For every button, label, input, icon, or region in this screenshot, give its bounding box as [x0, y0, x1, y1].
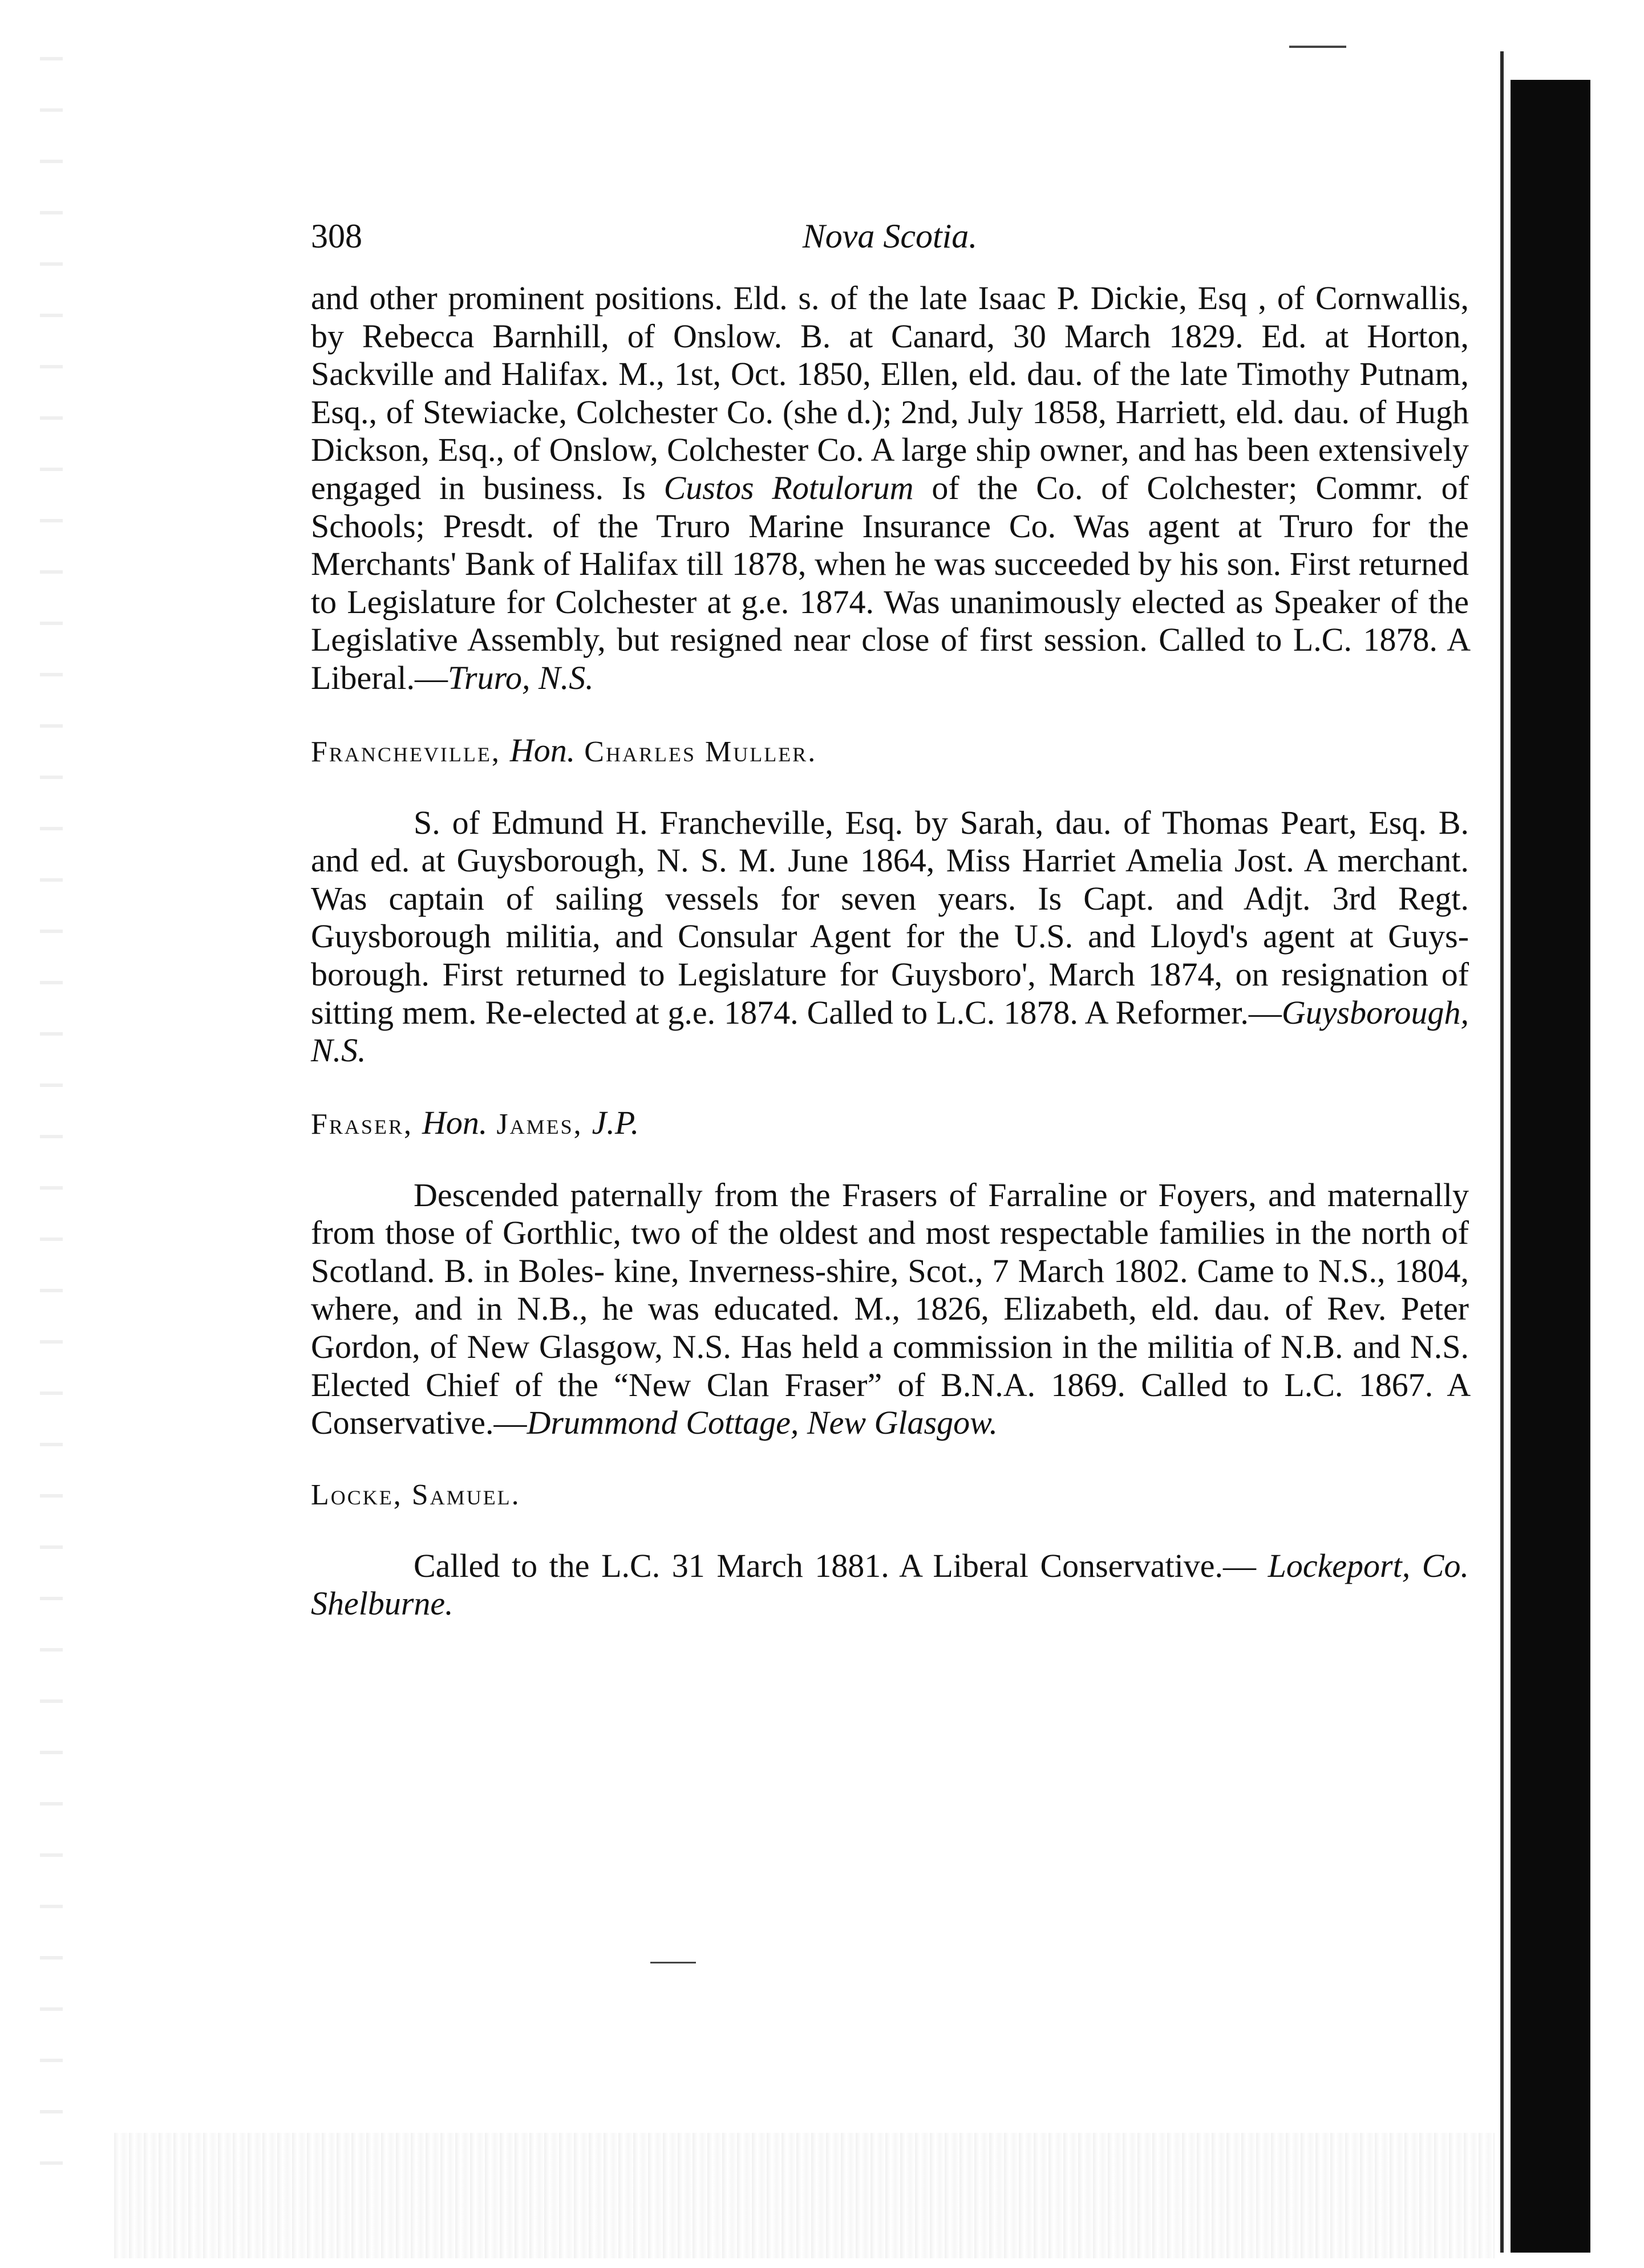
scan-stray-mark: [650, 1962, 696, 1963]
page-number: 308: [311, 217, 362, 255]
text-line: commission in the militia of N.B. and N.S. Elected Chief of the: [311, 1328, 1469, 1403]
scan-stray-mark: [1289, 46, 1346, 48]
text-line: son. First returned to Legislature for Colchester at g.e. 1874.: [311, 545, 1469, 620]
text-line: Stewiacke, Colchester Co. (she d.); 2nd, July 1858, Harriett, eld.: [423, 393, 1285, 431]
text-line: dau. of Hugh Dickson, Esq., of Onslow, Colchester Co. A large: [311, 393, 1469, 469]
book-page: [311, 217, 1469, 1623]
entry-francheville: [311, 732, 1469, 1070]
entry-heading: [311, 1476, 1469, 1514]
scan-bottom-noise: [114, 2133, 1495, 2258]
heading-name: Charles Muller.: [584, 735, 817, 768]
text-line: and other prominent positions. Eld. s. of the late Isaac P. Dickie,: [311, 279, 1187, 317]
residence-italic: Drummond Cottage, New Glasgow.: [527, 1404, 998, 1442]
text-line: dau. of Rev. Peter Gordon, of New Glasgow, N.S. Has held a: [311, 1290, 1469, 1366]
residence-italic: Guysborough, N.S.: [311, 993, 1469, 1069]
text-line: Called to the L.C. 31 March 1881. A Liberal Conservative.—: [414, 1547, 1256, 1584]
entry-body: [311, 1176, 1469, 1442]
text-line: of the Truro Marine Insurance Co. Was agent at Truro for the: [552, 507, 1469, 545]
entry-heading: [311, 732, 1469, 771]
text-line: borough. First returned to Legislature for Guysboro', March 1874,: [311, 955, 1222, 993]
heading-name: James,: [496, 1107, 583, 1141]
heading-name: Samuel.: [411, 1478, 521, 1511]
text-line: Merchants' Bank of Halifax till 1878, when he was succeeded by his: [311, 545, 1219, 583]
heading-surname: Locke,: [311, 1478, 403, 1511]
entry-fraser: [311, 1104, 1469, 1442]
text-line: Esq , of Cornwallis, by Rebecca Barnhill, of Onslow. B. at Canard,: [311, 279, 1469, 355]
text-line: Descended paternally from the Frasers of Farraline or Foyers,: [414, 1176, 1257, 1214]
closing-lead: Liberal.—: [311, 659, 448, 696]
entry-heading: [311, 1104, 1469, 1143]
heading-hon: Hon.: [509, 731, 576, 769]
text-line: S. of Edmund H. Francheville, Esq. by Sarah, dau. of Thomas: [414, 804, 1269, 841]
running-head: [311, 217, 1469, 268]
residence-italic: Truro, N.S.: [447, 659, 594, 696]
entry-body: [311, 804, 1469, 1070]
scan-edge-line: [1500, 51, 1504, 2253]
text-line: and maternally from those of Gorthlic, two of the oldest and: [311, 1176, 1469, 1252]
text-line: vessels for seven years. Is Capt. and Adjt. 3rd Regt. Guysborough: [311, 879, 1469, 955]
closing-lead: Conservative.—: [311, 1404, 527, 1442]
heading-suffix: J.P.: [592, 1103, 639, 1141]
heading-hon: Hon.: [422, 1103, 488, 1141]
text-line: on resignation of sitting mem. Re-elected at g.e. 1874. Called: [311, 955, 1469, 1031]
running-title: Nova Scotia.: [802, 217, 978, 255]
text-line: Peart, Esq. B. and ed. at Guysborough, N. S. M. June 1864,: [311, 804, 1469, 879]
text-line: Was unanimously elected as Speaker of the Legislative Assembly,: [311, 583, 1469, 659]
text-line: of the Co. of Colchester; Commr. of Schools; Presdt.: [311, 469, 1469, 545]
entry-dickie-continued: [311, 279, 1469, 697]
text-line: ship owner, and has been extensively engaged in business. Is: [311, 431, 1469, 506]
entry-locke: [311, 1476, 1469, 1623]
text-line: most respectable families in the north of Scotland. B. in Boles-: [311, 1214, 1469, 1289]
text-line: militia, and Consular Agent for the U.S. and Lloyd's agent at Guys-: [505, 918, 1469, 955]
text-line: but resigned near close of first session. Called to L.C. 1878. A: [617, 621, 1469, 659]
residence-italic: Lockeport, Co. Shelburne.: [311, 1547, 1469, 1622]
italic-custos: Custos: [663, 469, 754, 506]
scan-left-margin-marks: [40, 57, 63, 2167]
heading-surname: Fraser,: [311, 1107, 413, 1141]
text-line: kine, Inverness-shire, Scot., 7 March 1802. Came to N.S., 1804,: [614, 1252, 1469, 1289]
italic-rotulorum: Rotulorum: [772, 469, 914, 506]
text-line: 30 March 1829. Ed. at Horton, Sackville and Halifax. M., 1st,: [311, 317, 1469, 393]
heading-surname: Francheville,: [311, 735, 501, 768]
text-line: “New Clan Fraser” of B.N.A. 1869. Called to L.C. 1867. A: [614, 1366, 1469, 1403]
text-line: where, and in N.B., he was educated. M., 1826, Elizabeth, eld.: [311, 1290, 1200, 1328]
entry-body: [311, 279, 1469, 697]
scan-dark-edge: [1511, 80, 1590, 2253]
text-line: Oct. 1850, Ellen, eld. dau. of the late Timothy Putnam, Esq., of: [311, 355, 1469, 431]
entry-body: [311, 1547, 1469, 1623]
closing-lead: to L.C. 1878. A Reformer.—: [902, 993, 1282, 1031]
text-line: Miss Harriet Amelia Jost. A merchant. Was captain of sailing: [311, 842, 1469, 917]
